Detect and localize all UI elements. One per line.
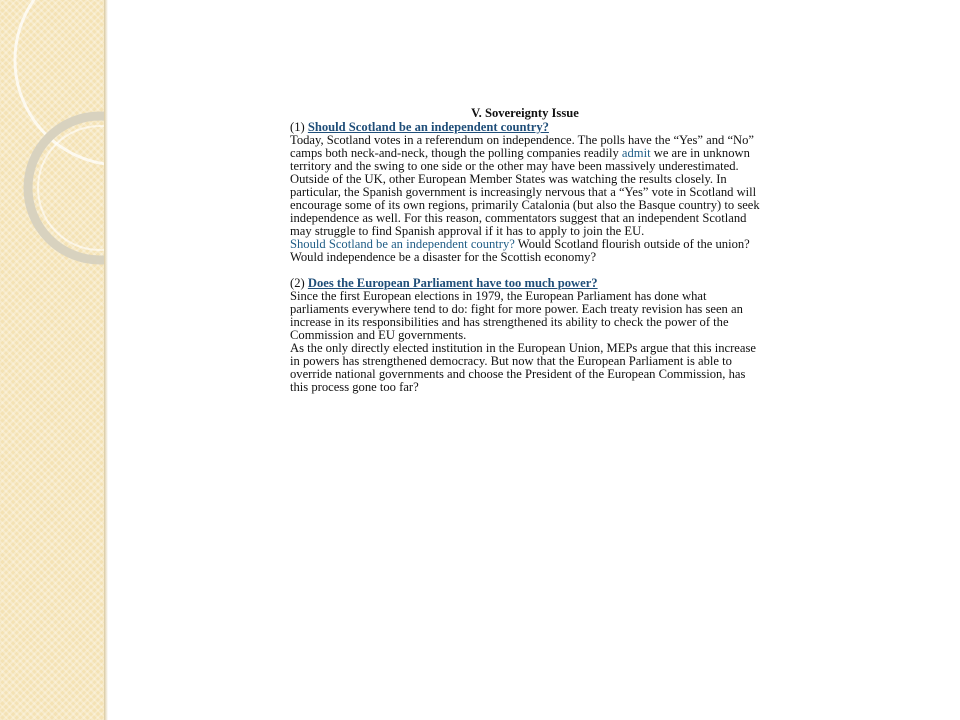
- q1-p3-text: Would Scotland flourish outside of the union? Would independence be a disaster for the Scottish economy?: [290, 237, 750, 264]
- decorative-sidebar: [0, 0, 104, 720]
- q1-p1-text-a: Today, Scotland votes in a referendum on independence. The polls have the “Yes” and “No” camps both neck-and-neck, though the polling companies readily: [290, 133, 755, 160]
- question-1-paragraph-3: [290, 238, 760, 264]
- question-1-repeat: Should Scotland be an independent country?: [290, 237, 515, 251]
- question-1-link[interactable]: Should Scotland be an independent country?: [307, 120, 549, 134]
- question-1-paragraph-1: [290, 134, 760, 173]
- question-2-paragraph-1: Since the first European elections in 1979, the European Parliament has done what parliaments everywhere tend to do: fight for more power. Each treaty revision has seen an increase in its responsibilities and has strengthened its ability to check the power of the Commission and EU governments.: [290, 289, 743, 342]
- question-2-paragraph-2: As the only directly elected institution in the European Union, MEPs argue that this increase in powers has strengthened democracy. But now that the European Parliament is able to override national governments and choose the President of the European Commission, has this process gone too far?: [290, 341, 756, 394]
- q1-p1-text-b: we are in unknown territory and the swing to one side or the other may have been massively underestimated.: [290, 146, 750, 173]
- question-2-link[interactable]: Does the European Parliament have too much power?: [307, 276, 598, 290]
- sidebar-edge: [104, 0, 108, 720]
- document-title: V. Sovereignty Issue: [471, 106, 579, 120]
- admit-word: admit: [621, 146, 651, 160]
- question-1-number: (1): [290, 120, 305, 134]
- decorative-rings: [0, 0, 104, 720]
- question-2-number: (2): [290, 276, 305, 290]
- document-body: [290, 107, 760, 394]
- question-1-paragraph-2: Outside of the UK, other European Member States was watching the results closely. In particular, the Spanish government is increasingly nervous that a “Yes” vote in Scotland will encourage some of its own regions, primarily Catalonia (but also the Basque country) to seek independence as well. For this reason, commentators suggest that an independent Scotland may struggle to find Spanish approval if it has to apply to join the EU.: [290, 172, 760, 238]
